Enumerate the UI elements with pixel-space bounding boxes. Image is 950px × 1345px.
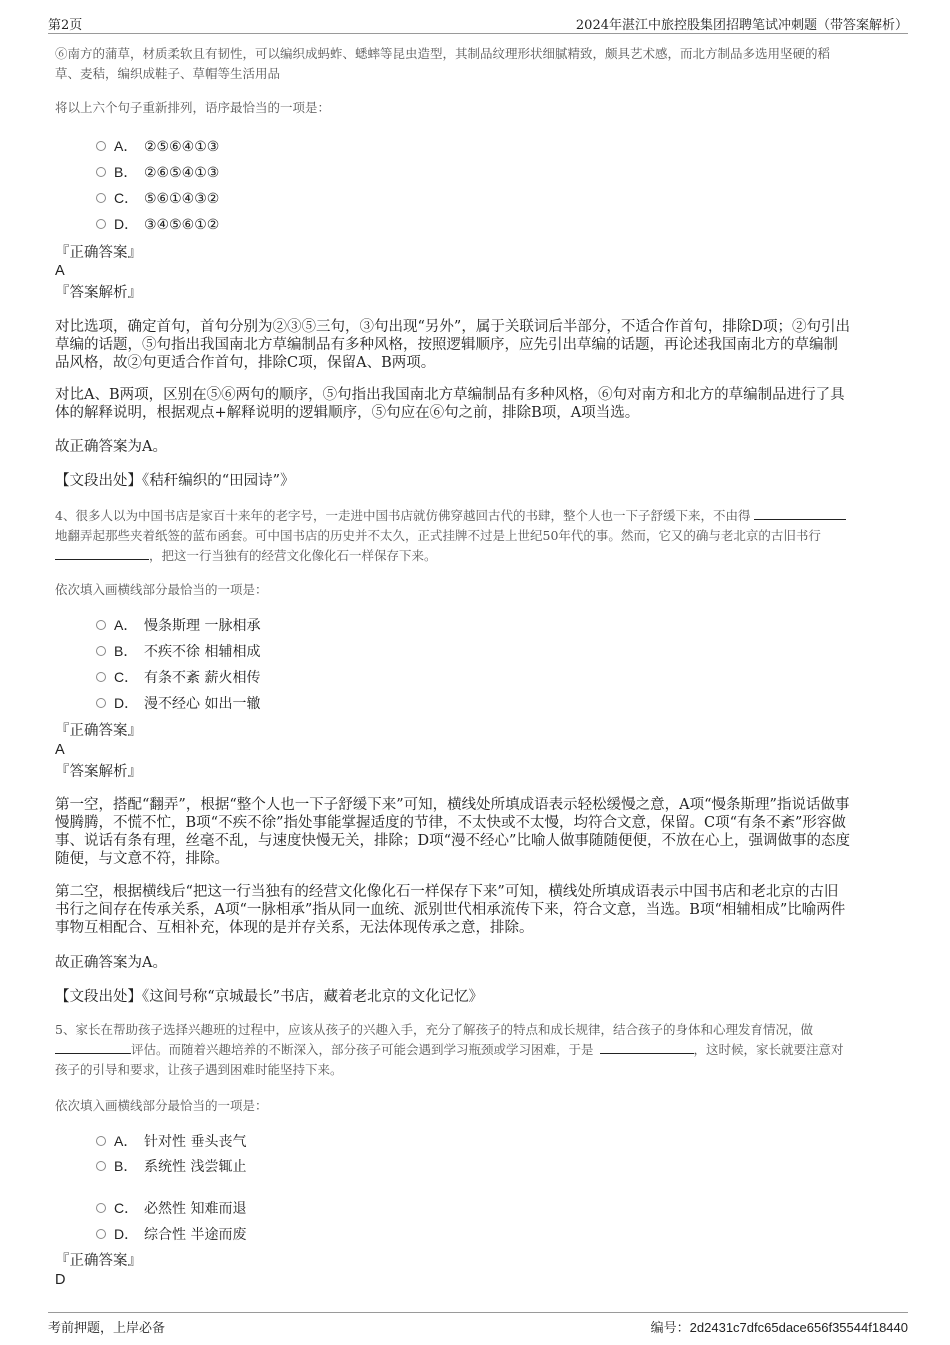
- q3-analysis-paragraph-1: 对比选项，确定首句，首句分别为②③⑤三句，③句出现“另外”，属于关联词后半部分，不适合作首句，排除D项；②句引出 草编的话题，⑤句指出我国南北方草编制品有多种风格，按照逻辑顺序，应先引出草编的话题，再论述我国南北方的草编制 品风格，故②句更适合作首句，排除C项，保留A、B两项。: [55, 319, 850, 371]
- radio-icon[interactable]: [96, 141, 106, 151]
- q4-answer: A: [55, 742, 65, 758]
- q4-conclusion: 故正确答案为A。: [55, 955, 167, 971]
- footer-slogan: 考前押题，上岸必备: [48, 1321, 166, 1336]
- q4-analysis-paragraph-1: 第一空，搭配“翻弄”，根据“整个人也一下子舒缓下来”可知，横线处所填成语表示轻松缓慢之意，A项“慢条斯理”指说话做事 慢腾腾，不慌不忙，B项“不疾不徐”指处事能掌握适度的节律，不太快或不太慢，均符合文意，保留。C项“有条不紊”形容做 事、说话有条有理，丝毫不乱，与速度快慢无关，排除；D项“漫不经心”比喻人做事随随便便，不放在心上，强调做事的态度 随便，与文意不符，排除。: [55, 797, 850, 867]
- radio-icon[interactable]: [96, 193, 106, 203]
- radio-icon[interactable]: [96, 620, 106, 630]
- q3-option-d[interactable]: D． ③④⑤⑥①②: [96, 214, 219, 234]
- q3-prompt: 将以上六个句子重新排列，语序最恰当的一项是：: [55, 100, 331, 115]
- q4-option-c[interactable]: C． 有条不紊 薪火相传: [96, 667, 260, 687]
- q3-option-b[interactable]: B． ②⑥⑤④①③: [96, 162, 219, 182]
- q5-option-a[interactable]: A． 针对性 垂头丧气: [96, 1131, 246, 1151]
- document-id: 编号：2d2431c7dfc65dace656f35544f18440: [650, 1320, 908, 1335]
- q3-sentence-6: ⑥南方的蒲草，材质柔软且有韧性，可以编织成蚂蚱、蟋蟀等昆虫造型，其制品纹理形状细腻精致，颇具艺术感，而北方制品多选用坚硬的稻 草、麦秸，编织成鞋子、草帽等生活用品: [55, 46, 831, 81]
- page-footer: [48, 1312, 908, 1334]
- q4-option-d[interactable]: D． 漫不经心 如出一辙: [96, 693, 260, 713]
- radio-icon[interactable]: [96, 1136, 106, 1146]
- q3-option-a[interactable]: A． ②⑤⑥④①③: [96, 136, 219, 156]
- answer-blank: [600, 1041, 694, 1054]
- page-number: 第2页: [48, 18, 83, 33]
- q3-analysis-paragraph-2: 对比A、B两项，区别在⑤⑥两句的顺序，⑤句指出我国南北方草编制品有多种风格，⑥句对南方和北方的草编制品进行了具 体的解释说明，根据观点+解释说明的逻辑顺序，⑤句应在⑥句之前，排除B项，A项当选。: [55, 387, 845, 421]
- q5-answer-label: 『正确答案』: [55, 1253, 142, 1269]
- q3-answer-label: 『正确答案』: [55, 245, 142, 261]
- q3-conclusion: 故正确答案为A。: [55, 439, 167, 455]
- radio-icon[interactable]: [96, 1161, 106, 1171]
- answer-blank: [55, 1041, 131, 1054]
- q4-answer-label: 『正确答案』: [55, 723, 142, 739]
- radio-icon[interactable]: [96, 646, 106, 656]
- document-title: 2024年湛江中旅控股集团招聘笔试冲刺题（带答案解析）: [575, 18, 908, 33]
- q5-option-b[interactable]: B． 系统性 浅尝辄止: [96, 1156, 246, 1176]
- page-header: [48, 12, 908, 34]
- q4-analysis-label: 『答案解析』: [55, 764, 142, 780]
- q5-question-text: 5、家长在帮助孩子选择兴趣班的过程中，应该从孩子的兴趣入手，充分了解孩子的特点和成长规律，结合孩子的身体和心理发育情况，做 评估。而随着兴趣培养的不断深入，部分孩子可能会遇到学习瓶颈或学习困难，于是 ，这时候，家长就要注意对 孩子的引导和要求，让孩子遇到困难时能坚持下来。: [55, 1022, 844, 1077]
- q3-analysis-label: 『答案解析』: [55, 285, 142, 301]
- q4-question-text: 4、很多人以为中国书店是家百十来年的老字号，一走进中国书店就仿佛穿越回古代的书肆，整个人也一下子舒缓下来，不由得 地翻弄起那些夹着纸签的蓝布函套。可中国书店的历史并不太久，正式挂牌不过是上世纪50年代的事。然而，它又的确与老北京的古旧书行 ，把这一行当独有的经营文化像化石一样保存下来。: [55, 506, 895, 566]
- radio-icon[interactable]: [96, 219, 106, 229]
- radio-icon[interactable]: [96, 1229, 106, 1239]
- q4-prompt: 依次填入画横线部分最恰当的一项是：: [55, 582, 268, 597]
- q3-source: 【文段出处】《秸秆编织的“田园诗”》: [55, 473, 295, 489]
- radio-icon[interactable]: [96, 167, 106, 177]
- radio-icon[interactable]: [96, 1203, 106, 1213]
- q5-prompt: 依次填入画横线部分最恰当的一项是：: [55, 1098, 268, 1113]
- q5-answer: D: [55, 1272, 66, 1288]
- answer-blank: [55, 547, 149, 560]
- answer-blank: [754, 507, 846, 520]
- radio-icon[interactable]: [96, 672, 106, 682]
- q3-answer: A: [55, 263, 65, 279]
- q3-option-c[interactable]: C． ⑤⑥①④③②: [96, 188, 219, 208]
- q5-option-d[interactable]: D． 综合性 半途而废: [96, 1224, 246, 1244]
- radio-icon[interactable]: [96, 698, 106, 708]
- q4-option-a[interactable]: A． 慢条斯理 一脉相承: [96, 615, 260, 635]
- q4-analysis-paragraph-2: 第二空，根据横线后“把这一行当独有的经营文化像化石一样保存下来”可知，横线处所填成语表示中国书店和老北京的古旧 书行之间存在传承关系，A项“一脉相承”指从同一血统、派别世代相承流传下来，符合文意，当选。B项“相辅相成”比喻两件 事物互相配合、互相补充，体现的是并存关系，无法体现传承之意，排除。: [55, 884, 846, 936]
- q4-option-b[interactable]: B． 不疾不徐 相辅相成: [96, 641, 260, 661]
- q4-source: 【文段出处】《这间号称“京城最长”书店，藏着老北京的文化记忆》: [55, 989, 484, 1005]
- q5-option-c[interactable]: C． 必然性 知难而退: [96, 1198, 246, 1218]
